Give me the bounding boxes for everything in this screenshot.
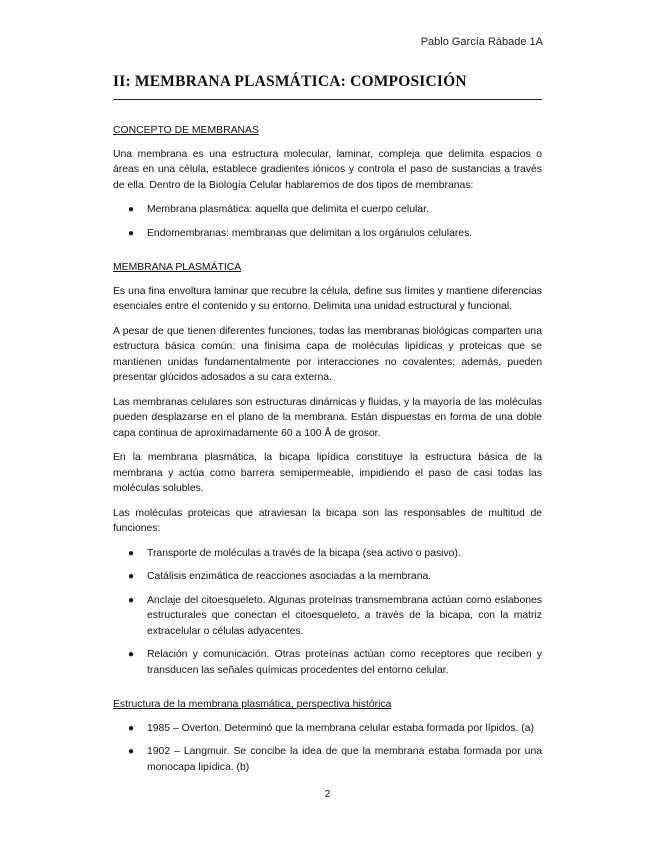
list-item	[113, 569, 542, 585]
list-item-text: 1985 – Overton. Determinó que la membrana celular estaba formada por lípidos. (a)	[147, 722, 534, 734]
paragraph: A pesar de que tienen diferentes funciones, todas las membranas biológicas comparten una estructura básica común: una finísima capa de moléculas lipídicas y proteicas que se mantienen unidas fundamentalmente por interacciones no covalentes; además, pueden presentar glúcidos adosados a su cara externa.	[113, 325, 542, 383]
page-number: 2	[324, 789, 331, 800]
bullet-icon: ●	[128, 649, 135, 660]
paragraph: Es una fina envoltura laminar que recubre la célula, define sus límites y mantiene diferencias esenciales entre el contenido y su entorno. Delimita una unidad estructural y funcional.	[113, 285, 542, 312]
list-item-text: Membrana plasmática: aquella que delimita el cuerpo celular.	[147, 204, 429, 215]
section-heading-concepto: CONCEPTO DE MEMBRANAS	[113, 125, 259, 136]
list-item-text: 1902 – Langmuir. Se concibe la idea de que la membrana estaba formada por una monocapa lipídica. (b)	[147, 746, 542, 773]
list-item	[113, 546, 542, 562]
title-rule	[113, 99, 542, 100]
list-item	[113, 593, 542, 640]
bullet-icon: ●	[128, 227, 135, 239]
bullet-icon: ●	[128, 204, 135, 215]
bullet-icon: ●	[128, 547, 135, 559]
bullet-icon: ●	[128, 722, 135, 734]
list-item-text: Catálisis enzimática de reacciones asociadas a la membrana.	[147, 571, 432, 582]
paragraph: Las moléculas proteicas que atraviesan la bicapa son las responsables de multitud de funciones:	[113, 507, 542, 534]
list-item-text: Transporte de moléculas a través de la bicapa (sea activo o pasivo).	[147, 547, 461, 559]
document-body	[113, 123, 542, 784]
header-author: Pablo García Rábade 1A	[420, 36, 543, 48]
list-item-text: Relación y comunicación. Otras proteínas actúan como receptores que reciben y transducen las señales químicas procedentes del entorno celular.	[147, 649, 542, 676]
list-item	[113, 721, 542, 737]
bullet-icon: ●	[128, 594, 135, 606]
bullet-list-functions	[113, 546, 542, 679]
paragraph: En la membrana plasmática, la bicapa lipídica constituye la estructura básica de la membrana y actúa como barrera semipermeable, impidiendo el paso de casi todas las moléculas solubles.	[113, 452, 542, 494]
bullet-icon: ●	[128, 746, 135, 757]
list-item	[113, 226, 542, 242]
section-heading-historia: Estructura de la membrana plasmática, perspectiva histórica	[113, 699, 392, 710]
list-item	[113, 202, 542, 218]
list-item	[113, 647, 542, 678]
bullet-list-history	[113, 721, 542, 776]
paragraph: Las membranas celulares son estructuras dinámicas y fluidas, y la mayoría de las moléculas pueden desplazarse en el plano de la membrana. Están dispuestas en forma de una doble capa continua de aproximadamente 60 a 100 Å de grosor.	[113, 396, 542, 439]
bullet-icon: ●	[128, 571, 135, 582]
list-item	[113, 744, 542, 775]
section-heading-membrana-plasmatica: MEMBRANA PLASMÁTICA	[113, 262, 242, 273]
bullet-list-membrane-types	[113, 202, 542, 241]
paragraph: Una membrana es una estructura molecular, laminar, compleja que delimita espacios o áreas en una célula, establece gradientes iónicos y controla el paso de sustancias a través de ella. Dentro de la Biología Celular hablaremos de dos tipos de membranas:	[113, 148, 542, 191]
list-item-text: Endomembranas: membranas que delimitan a los orgánulos celulares.	[147, 227, 473, 239]
list-item-text: Anclaje del citoesqueleto. Algunas proteínas transmembrana actúan como eslabones estructurales que conectan el citoesqueleto, a través de la bicapa, con la matriz extracelular o células adyacentes.	[147, 594, 542, 637]
page-title: II: MEMBRANA PLASMÁTICA: COMPOSICIÓN	[113, 73, 467, 90]
